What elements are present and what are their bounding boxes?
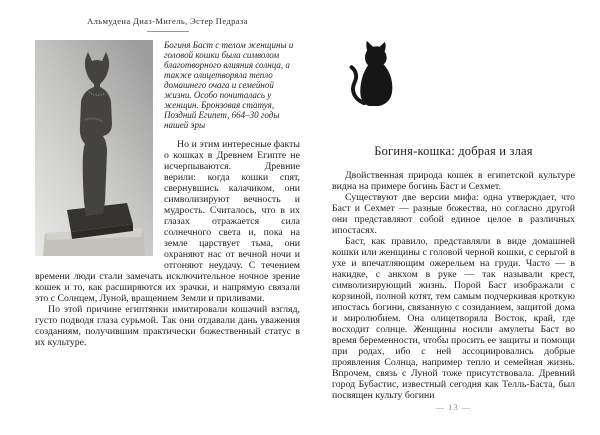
chapter-heading: Богиня-кошка: добрая и злая	[374, 144, 533, 158]
bastet-statue-photo	[35, 40, 153, 256]
running-head-authors: Альмудена Диаз-Мигель, Эстер Педраза	[87, 16, 248, 26]
body-paragraph: Двойственная природа кошек в египетской культуре видна на примере богинь Баст и Сехмет.	[332, 170, 575, 192]
header-rule	[147, 31, 189, 32]
right-page	[332, 40, 575, 420]
page-number: — 13 —	[435, 402, 472, 412]
body-paragraph: Баст, как правило, представляли в виде домашней кошки или женщины с головой черной кошки, с серьгой в ухе и впечатляющим ожерельем на груди. Часто — в накидке, с анкхом в руке — так называли крест, символизирующий жизнь. Порой Баст изображали с корзиной, полной котят, тем самым подчеркивая кроткую ипостась богини, связанную с созиданием, защитой дома и миролюбием. Она олицетворяла Восток, край, где восходит солнце. Женщины носили амулеты Баст во время беременности, чтобы просить ее защиты и помощи при родах, ибо с ней ассоциировались добрые проявления Солнца, например тепло и семейная жизнь. Впрочем, связь с Луной тоже присутствовала. Древний город Бубастис, известный сегодня как Телль-Баста, был посвящен культу богини	[332, 236, 575, 401]
body-paragraph: По этой причине египтянки имитировали кошачий взгляд, густо подводя глаза сурьмой. Так они отдавали дань уважения созданиям, получившим практически божественный статус в их культуре.	[35, 304, 300, 348]
photo-caption: Богиня Баст с телом женщины и головой кошки была символом благотворного влияния солнца, а также олицетворяла тепло домашнего очага и семейной жизни. Особо почиталась у женщин. Бронзовая статуя, Поздний Египет, 664–30 годы нашей эры	[164, 40, 294, 130]
cat-body	[360, 41, 392, 106]
left-page	[35, 16, 300, 348]
chapter-ornament	[347, 40, 575, 108]
black-cat-icon	[347, 40, 393, 108]
body-paragraph: Существуют две версии мифа: одна утверждает, что Баст и Сехмет — разные божества, но согласно другой они представляют собой единое целое в различных ипостасях.	[332, 192, 575, 236]
left-page-content	[35, 40, 300, 348]
body-paragraph: Но и этим интересные факты о кошках в Древнем Египте не исчерпываются. Древние верили: когда кошки спят, свернувшись калачиком, они символизируют вечность и мудрость. Считалось, что в их глазах отражается сила солнечного света и, пока на земле царствует тьма, они охраняют нас от вечной ночи и отгоняют неудачу. С течением времени люди стали замечать исключительное ночное зрение кошек и то, как расширяются их зрачки, и напрямую связали это с Солнцем, Луной, вращением Земли и приливами.	[35, 139, 300, 304]
